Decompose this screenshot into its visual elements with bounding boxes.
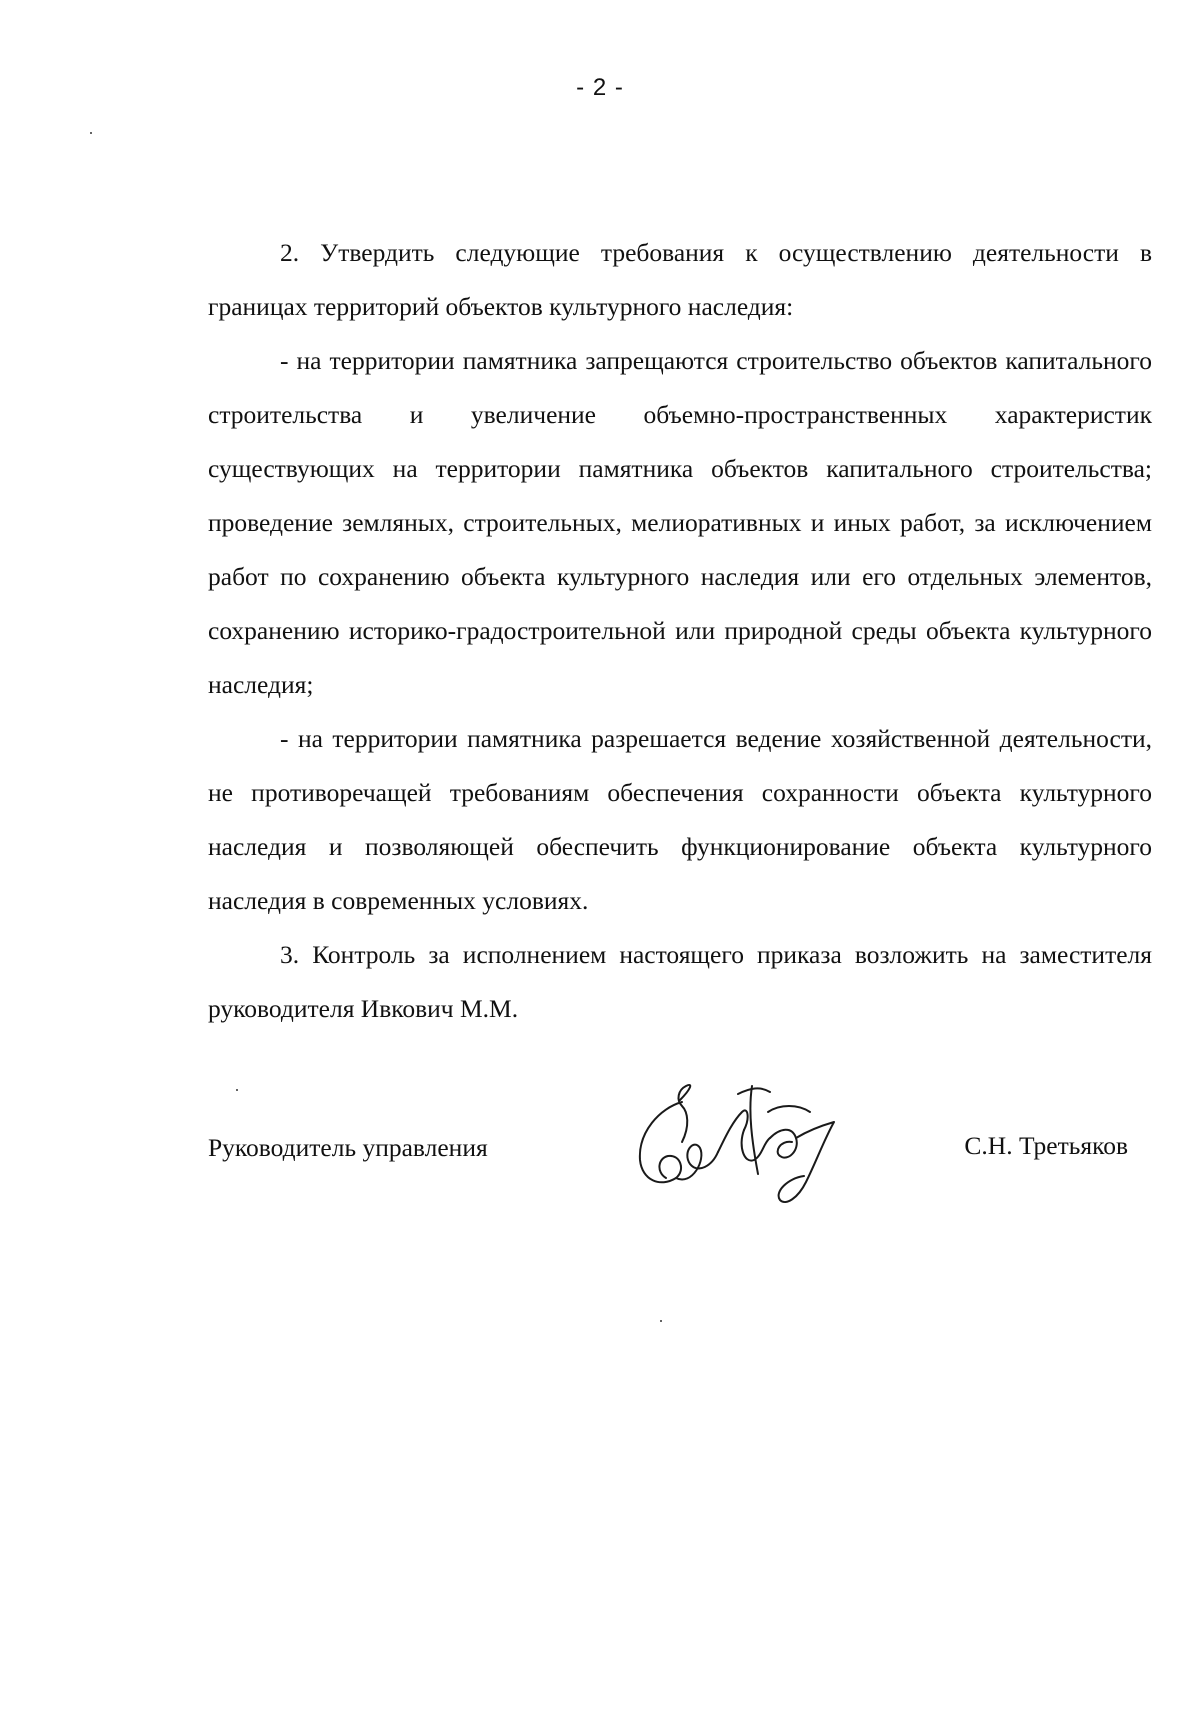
paragraph-control: 3. Контроль за исполнением настоящего приказа возложить на заместителя руководителя Ивкович М.М. — [208, 940, 1152, 1023]
scan-speck — [90, 132, 92, 134]
handwritten-signature — [620, 1082, 850, 1212]
scan-speck — [660, 1320, 662, 1322]
paragraph-requirements: 2. Утвердить следующие требования к осуществлению деятельности в границах территорий объектов культурного наследия: — [208, 238, 1152, 321]
scan-speck — [236, 1089, 238, 1091]
paragraph-prohibitions: - на территории памятника запрещаются строительство объектов капитального строительства и увеличение объемно-пространственных характеристик существующих на территории памятника объектов капитального строительства; проведение земляных, строительных, мелиоративных и иных работ, за исключением работ по сохранению объекта культурного наследия или его отдельных элементов, сохранению историко-градостроительной или природной среды объекта культурного наследия; — [208, 346, 1152, 699]
page-number: - 2 - — [576, 74, 624, 101]
signatory-position: Руководитель управления — [208, 1133, 488, 1162]
signatory-name: С.Н. Третьяков — [964, 1131, 1128, 1160]
document-body — [208, 226, 1152, 1036]
signature-block — [208, 1110, 1128, 1270]
paragraph-permissions: - на территории памятника разрешается ведение хозяйственной деятельности, не противоречащей требованиям обеспечения сохранности объекта культурного наследия и позволяющей обеспечить функционирование объекта культурного наследия в современных условиях. — [208, 724, 1152, 915]
